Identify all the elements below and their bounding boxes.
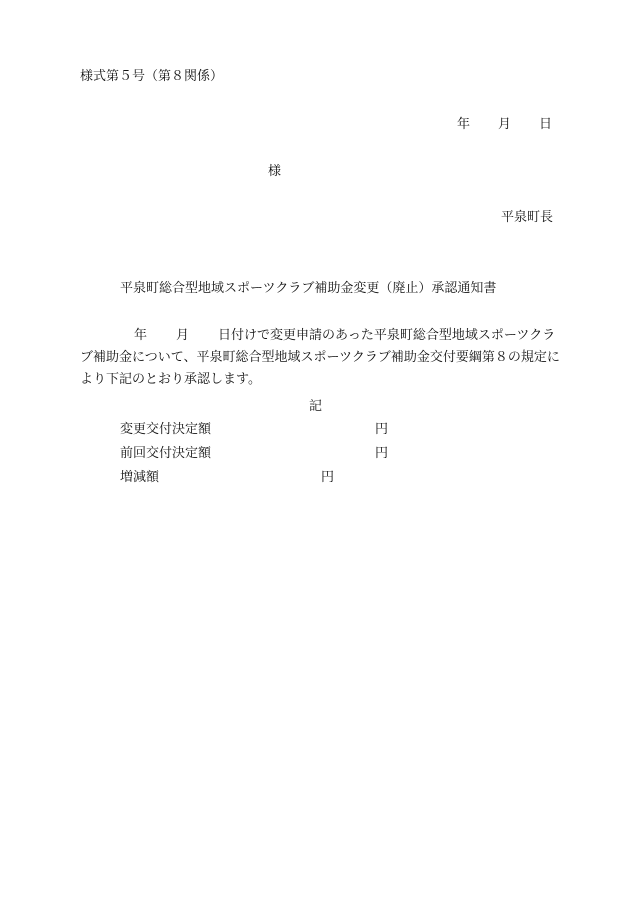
date-line	[457, 116, 552, 134]
date-year-label: 年	[457, 117, 471, 132]
item-unit: 円	[375, 446, 389, 461]
item-row	[120, 469, 335, 487]
item-unit: 円	[375, 422, 389, 437]
ki-heading: 記	[309, 399, 323, 414]
item-label: 前回交付決定額	[120, 446, 212, 461]
item-row	[120, 421, 389, 439]
body-year-label: 年	[134, 328, 148, 343]
body-month-label: 月	[176, 328, 190, 343]
item-label: 変更交付決定額	[120, 422, 212, 437]
body-text: 日付けで変更申請のあった平泉町総合型地域スポーツクラブ補助金について、平泉町総合型地域スポーツクラブ補助金交付要綱第８の規定により下記のとおり承認します。	[80, 328, 560, 387]
issuer: 平泉町長	[501, 210, 554, 225]
item-unit: 円	[321, 470, 335, 485]
date-day-label: 日	[539, 117, 553, 132]
date-month-label: 月	[498, 117, 512, 132]
item-label: 増減額	[120, 470, 160, 485]
item-row	[120, 445, 389, 463]
addressee-suffix: 様	[268, 164, 282, 179]
body-paragraph	[80, 325, 560, 391]
document-title: 平泉町総合型地域スポーツクラブ補助金変更（廃止）承認通知書	[120, 281, 497, 296]
form-number: 様式第５号（第８関係）	[80, 69, 224, 84]
